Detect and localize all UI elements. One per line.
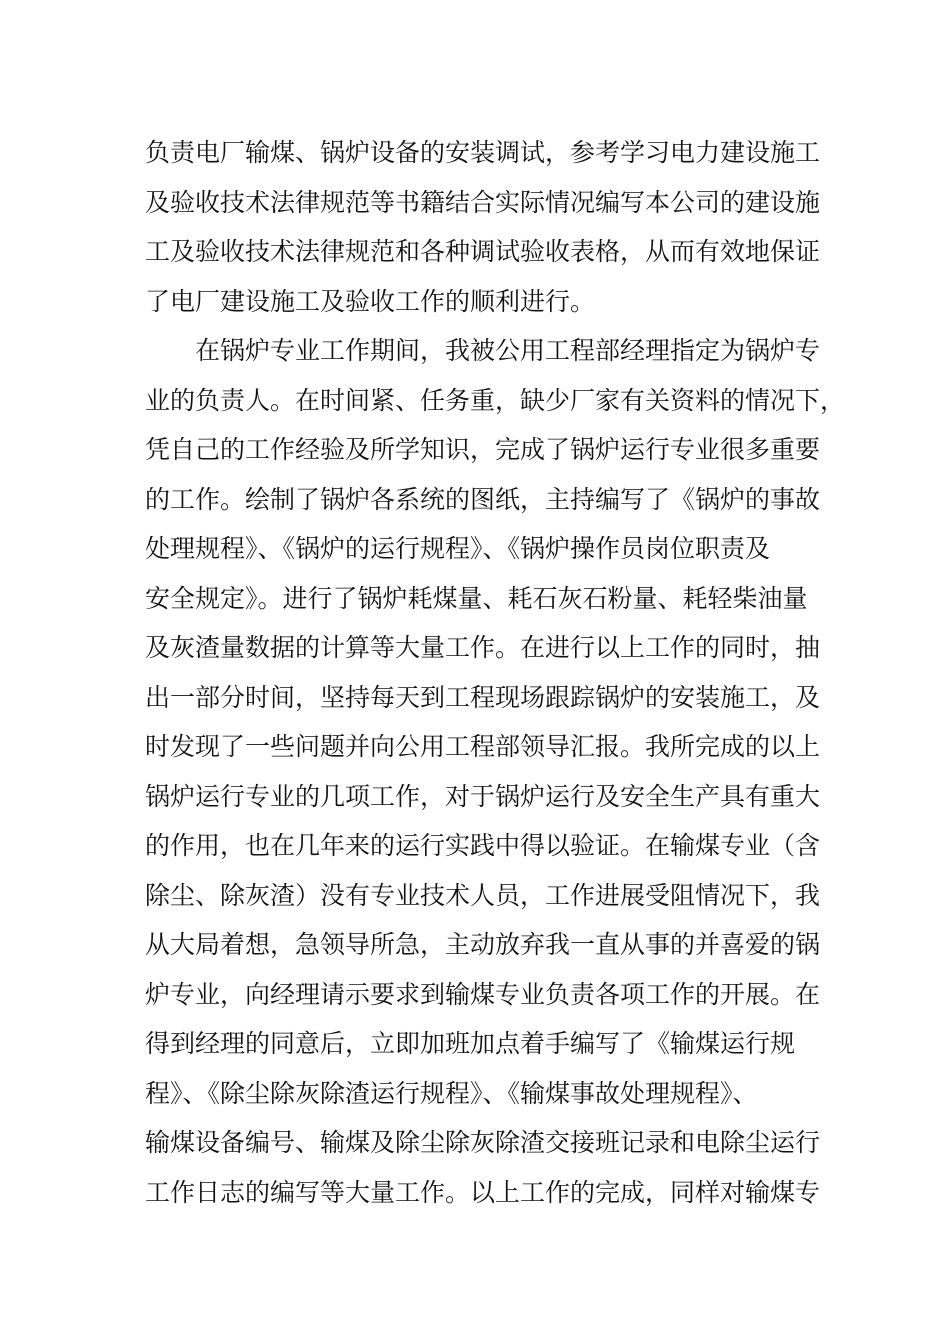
paragraph-start-line: 在锅炉专业工作期间，我被公用工程部经理指定为锅炉专 bbox=[145, 336, 821, 365]
text-line: 负责电厂输煤、锅炉设备的安装调试，参考学习电力建设施工 bbox=[145, 138, 821, 167]
text-line: 程》、《除尘除灰除渣运行规程》、《输煤事故处理规程》、 bbox=[145, 1078, 758, 1108]
text-line: 出一部分时间，坚持每天到工程现场跟踪锅炉的安装施工，及 bbox=[145, 682, 821, 712]
text-line: 工作日志的编写等大量工作。以上工作的完成，同样对输煤专 bbox=[145, 1177, 821, 1207]
text-line: 得到经理的同意后，立即加班加点着手编写了《输煤运行规 bbox=[145, 1029, 796, 1058]
text-line: 炉专业，向经理请示要求到输煤专业负责各项工作的开展。在 bbox=[145, 979, 821, 1009]
text-line: 安全规定》。进行了锅炉耗煤量、耗石灰石粉量、耗轻柴油量 bbox=[145, 583, 808, 613]
text-line: 了电厂建设施工及验收工作的顺利进行。 bbox=[145, 286, 596, 316]
text-line: 的作用，也在几年来的运行实践中得以验证。在输煤专业（含 bbox=[145, 831, 821, 860]
text-line: 业的负责人。在时间紧、任务重，缺少厂家有关资料的情况下， bbox=[145, 385, 846, 415]
text-line: 时发现了一些问题并向公用工程部领导汇报。我所完成的以上 bbox=[145, 732, 821, 761]
text-line: 处理规程》、《锅炉的运行规程》、《锅炉操作员岗位职责及 bbox=[145, 534, 771, 563]
body-text bbox=[145, 128, 846, 1217]
text-line: 及验收技术法律规范等书籍结合实际情况编写本公司的建设施 bbox=[145, 187, 821, 217]
text-line: 及灰渣量数据的计算等大量工作。在进行以上工作的同时，抽 bbox=[145, 633, 821, 662]
text-line: 除尘、除灰渣）没有专业技术人员，工作进展受阻情况下，我 bbox=[145, 880, 821, 910]
text-line: 工及验收技术法律规范和各种调试验收表格，从而有效地保证 bbox=[145, 237, 821, 266]
text-line: 凭自己的工作经验及所学知识，完成了锅炉运行专业很多重要 bbox=[145, 435, 821, 464]
text-line: 从大局着想，急领导所急，主动放弃我一直从事的并喜爱的锅 bbox=[145, 930, 821, 959]
text-line: 锅炉运行专业的几项工作，对于锅炉运行及安全生产具有重大 bbox=[145, 781, 821, 811]
text-line: 输煤设备编号、输煤及除尘除灰除渣交接班记录和电除尘运行 bbox=[145, 1128, 821, 1157]
text-line: 的工作。绘制了锅炉各系统的图纸，主持编写了《锅炉的事故 bbox=[145, 484, 821, 514]
